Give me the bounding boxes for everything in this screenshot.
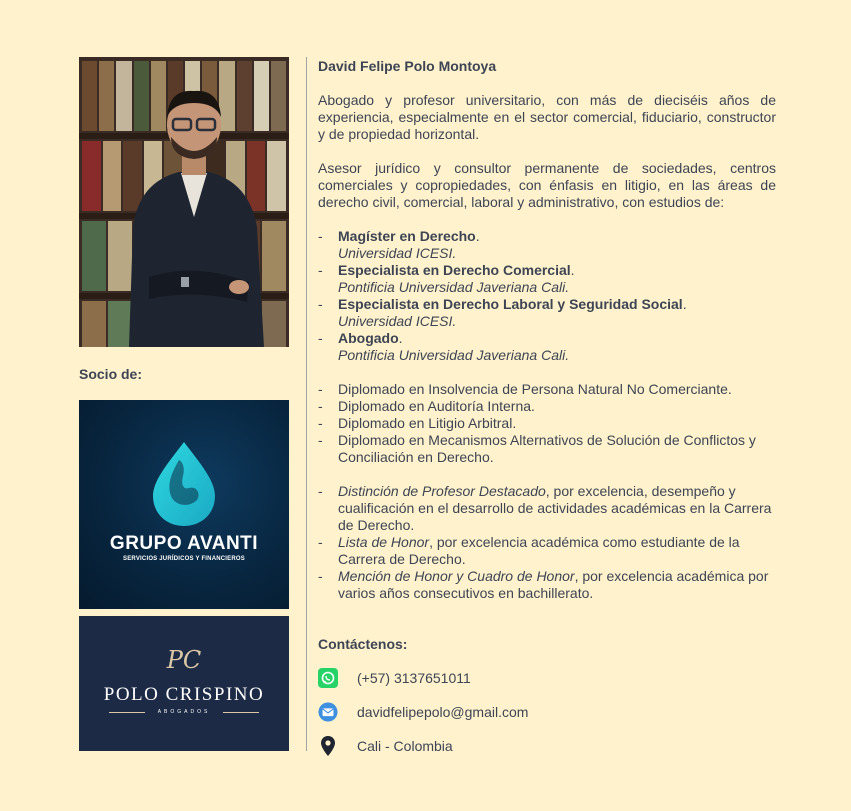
profile-advisor: Asesor jurídico y consultor permanente de sociedades, centros comerciales y copropiedades, con énfasis en litigio, en las áreas de derecho civil, comercial, laboral y administrativo, con estudios de: — [318, 160, 776, 210]
list-item: - Diplomado en Mecanismos Alternativos de Solución de Conflictos y Conciliación en Derecho. — [318, 432, 776, 466]
profile-intro: Abogado y profesor universitario, con más de dieciséis años de experiencia, especialmente en el sector comercial, fiduciario, constructor y de propiedad horizontal. — [318, 92, 776, 142]
polo-name: POLO CRISPINO — [103, 684, 265, 705]
location-text: Cali - Colombia — [357, 737, 453, 754]
avanti-tagline: SERVICIOS JURÍDICOS Y FINANCIEROS — [123, 556, 245, 562]
column-divider — [306, 57, 307, 751]
polo-crispino-logo — [79, 616, 289, 751]
list-item: - Diplomado en Litigio Arbitral. — [318, 415, 776, 432]
contact-location — [318, 729, 776, 763]
list-item: - Diplomado en Auditoría Interna. — [318, 398, 776, 415]
list-item: - Lista de Honor, por excelencia académica como estudiante de la Carrera de Derecho. — [318, 534, 776, 568]
whatsapp-icon — [318, 668, 338, 688]
profile-photo — [79, 57, 289, 347]
mail-icon — [318, 702, 338, 722]
left-column — [79, 57, 289, 347]
list-item: - Diplomado en Insolvencia de Persona Natural No Comerciante. — [318, 381, 776, 398]
person-figure — [119, 77, 269, 347]
contact-list — [318, 661, 776, 763]
contact-phone[interactable] — [318, 661, 776, 695]
grupo-avanti-logo — [79, 400, 289, 609]
polo-tagline: ABOGADOS — [157, 709, 211, 715]
diplomas-list — [318, 381, 776, 466]
list-item: - Magíster en Derecho. Universidad ICESI. — [318, 228, 776, 262]
list-item: - Mención de Honor y Cuadro de Honor, por excelencia académica por varios años consecutivos en bachillerato. — [318, 568, 776, 602]
phone-text[interactable]: (+57) 3137651011 — [357, 669, 471, 686]
list-item: - Abogado. Pontificia Universidad Javeriana Cali. — [318, 330, 776, 364]
list-item: - Especialista en Derecho Comercial. Pontificia Universidad Javeriana Cali. — [318, 262, 776, 296]
polo-monogram: PC — [166, 646, 202, 674]
email-text[interactable]: davidfelipepolo@gmail.com — [357, 703, 529, 720]
honors-list — [318, 483, 776, 602]
profile-name: David Felipe Polo Montoya — [318, 58, 497, 74]
list-item: - Especialista en Derecho Laboral y Seguridad Social. Universidad ICESI. — [318, 296, 776, 330]
contact-title: Contáctenos: — [318, 636, 408, 652]
list-item: - Distinción de Profesor Destacado, por excelencia, desempeño y cualificación en el desarrollo de actividades académicas en la Carrera de Derecho. — [318, 483, 776, 534]
contact-email[interactable] — [318, 695, 776, 729]
avanti-name: GRUPO AVANTI — [109, 533, 259, 554]
location-pin-icon — [318, 736, 338, 756]
degrees-list — [318, 228, 776, 364]
drop-logo-icon — [149, 440, 219, 528]
right-column — [318, 58, 776, 763]
partners-label: Socio de: — [79, 366, 143, 382]
